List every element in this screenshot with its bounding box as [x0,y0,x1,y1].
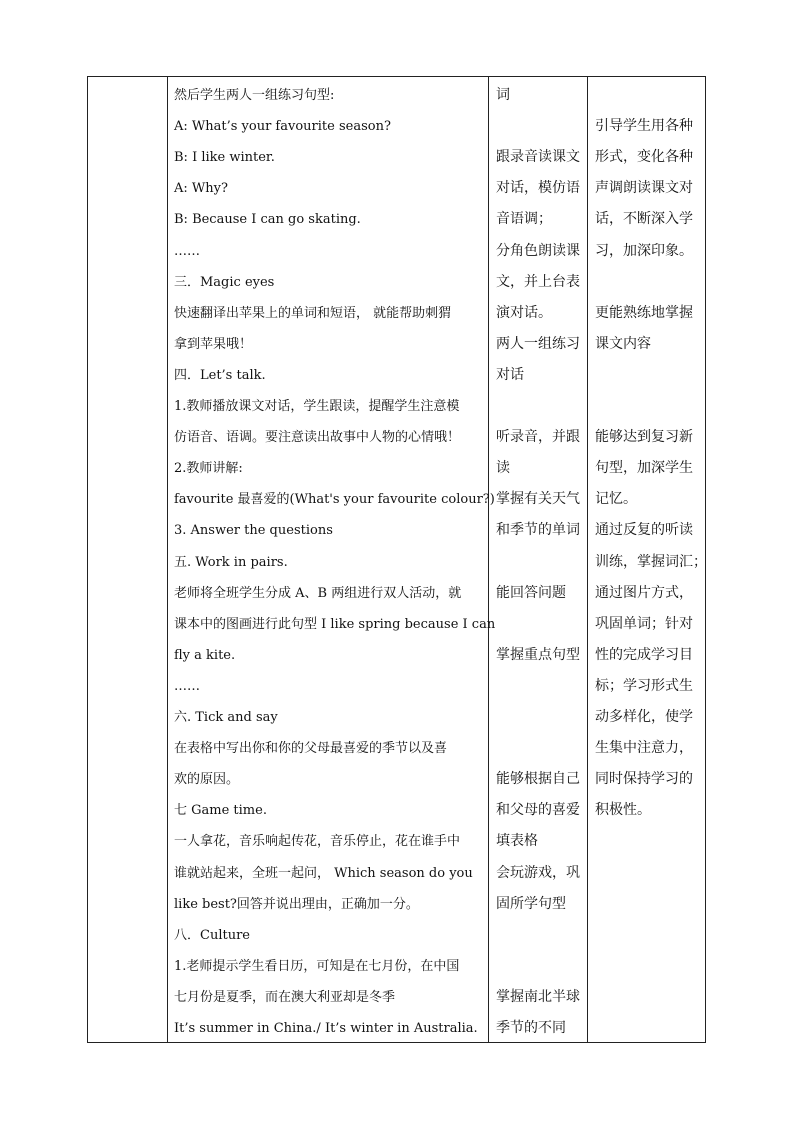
content-line: …… [174,678,200,694]
content-line: 仿语音、语调。要注意读出故事中人物的心情哦！ [174,430,461,446]
student-activity-line: 会玩游戏，巩 [496,864,580,881]
design-intent-line: 能够达到复习新 [595,429,693,446]
design-intent-line: 标；学习形式生 [595,677,693,694]
content-line: 四．Let’s talk. [174,367,266,383]
content-line: 3. Answer the questions [174,523,333,539]
design-intent-column [595,77,705,1042]
student-activity-column [496,77,586,1042]
content-line: 课本中的图画进行此句型 I like spring because I can [174,616,496,632]
content-line: 六. Tick and say [174,710,278,725]
design-intent-line: 性的完成学习目 [595,646,693,663]
content-line: 三．Magic eyes [174,274,275,290]
teaching-content-column [174,77,496,1042]
design-intent-line: 同时保持学习的 [595,771,693,788]
content-line: …… [174,243,200,259]
content-line: 欢的原因。 [174,772,240,788]
student-activity-line: 掌握重点句型 [496,646,580,663]
design-intent-line: 巩固单词；针对 [595,615,693,632]
content-line: It’s summer in China./ It’s winter in Australia. [174,1021,478,1036]
student-activity-line: 分角色朗读课 [496,242,580,259]
student-activity-line: 音语调； [496,211,552,228]
student-activity-line: 跟录音读课文 [496,149,580,166]
content-line: B: Because I can go skating. [174,212,361,228]
design-intent-line: 声调朗读课文对 [595,180,693,197]
student-activity-line: 文，并上台表 [496,273,580,290]
content-line: 然后学生两人一组练习句型: [174,88,335,103]
content-line: 1.老师提示学生看日历，可知是在七月份，在中国 [174,958,460,974]
design-intent-line: 句型，加深学生 [595,460,693,477]
content-line: 七 Game time. [174,803,267,819]
student-activity-line: 对话，模仿语 [496,180,580,197]
content-line: A: Why? [174,181,228,197]
content-line: 2.教师讲解: [174,461,243,477]
content-line: 五. Work in pairs. [174,554,288,570]
design-intent-line: 通过图片方式， [595,584,693,601]
content-line: favourite 最喜爱的(What's your favourite colour?) [174,492,495,508]
column-divider [587,77,588,1042]
design-intent-line: 形式，变化各种 [595,149,693,166]
design-intent-line: 记忆。 [595,491,637,508]
column-divider [488,77,489,1042]
content-line: 老师将全班学生分成 A、B 两组进行双人活动，就 [174,585,462,601]
student-activity-line: 填表格 [496,833,538,850]
student-activity-line: 能回答问题 [496,584,566,601]
student-activity-line: 听录音，并跟 [496,429,580,446]
design-intent-line: 习，加深印象。 [595,242,693,259]
design-intent-line: 训练，掌握词汇； [595,553,707,570]
content-line: 一人拿花，音乐响起传花，音乐停止，花在谁手中 [174,834,461,850]
content-line: A: What’s your favourite season? [174,119,391,135]
design-intent-line: 积极性。 [595,802,651,819]
student-activity-line: 掌握有关天气 [496,491,580,508]
design-intent-line: 通过反复的听读 [595,522,693,539]
design-intent-line: 更能熟练地掌握 [595,304,693,321]
student-activity-line: 能够根据自己 [496,771,580,788]
student-activity-line: 演对话。 [496,304,552,321]
design-intent-line: 动多样化，使学 [595,709,693,725]
content-line: 八．Culture [174,927,250,943]
student-activity-line: 词 [496,87,510,103]
content-line: 快速翻译出苹果上的单词和短语， 就能帮助刺猬 [174,305,452,321]
column-divider [167,77,168,1042]
content-line: 拿到苹果哦！ [174,336,253,352]
student-activity-line: 和父母的喜爱 [496,802,580,819]
design-intent-line: 生集中注意力， [595,740,693,757]
design-intent-line: 引导学生用各种 [595,118,693,135]
student-activity-line: 和季节的单词 [496,522,580,539]
student-activity-line: 掌握南北半球 [496,988,580,1005]
content-line: B: I like winter. [174,150,275,166]
student-activity-line: 固所学句型 [496,895,566,912]
student-activity-line: 两人一组练习 [496,335,580,352]
student-activity-line: 读 [496,460,510,477]
content-line: 1.教师播放课文对话，学生跟读，提醒学生注意模 [174,399,460,414]
design-intent-line: 话，不断深入学 [595,211,693,228]
student-activity-line: 季节的不同 [496,1020,566,1036]
stage-column [88,77,167,1042]
content-line: 七月份是夏季，而在澳大利亚却是冬季 [174,989,396,1005]
design-intent-line: 课文内容 [595,335,651,352]
content-line: 谁就站起来，全班一起问， Which season do you [174,865,473,881]
content-line: 在表格中写出你和你的父母最喜爱的季节以及喜 [174,741,448,757]
student-activity-line: 对话 [496,366,524,383]
content-line: fly a kite. [174,647,236,663]
content-line: like best?回答并说出理由，正确加一分。 [174,896,419,912]
lesson-plan-table [87,76,706,1043]
